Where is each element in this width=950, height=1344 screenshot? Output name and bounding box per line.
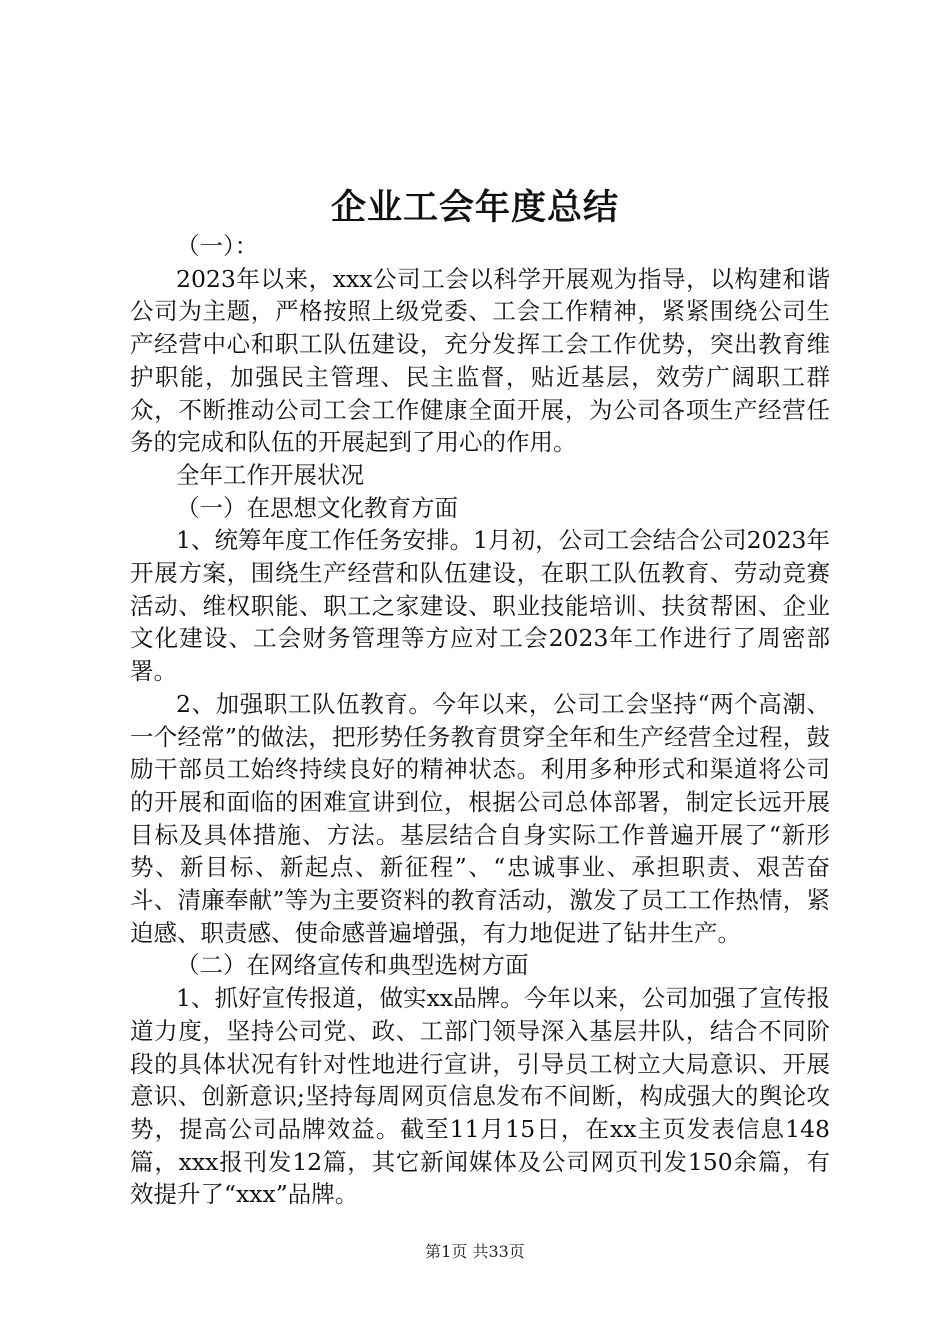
intro-paragraph: 2023年以来，xxx公司工会以科学开展观为指导，以构建和谐公司为主题，严格按照上级党委、工会工作精神，紧紧围绕公司生产经营中心和职工队伍建设，充分发挥工会工作优势，突出教育维护职能，加强民主管理、民主监督，贴近基层，效劳广阔职工群众，不断推动公司工会工作健康全面开展，为公司各项生产经营任务的完成和队伍的开展起到了用心的作用。 (130, 264, 830, 457)
page-footer: 第1页 共33页 (425, 1242, 525, 1261)
part2-item1-paragraph: 1、抓好宣传报道，做实xx品牌。今年以来，公司加强了宣传报道力度，坚持公司党、政、工部门领导深入基层井队，结合不同阶段的具体状况有针对性地进行宣讲，引导员工树立大局意识、开展意识、创新意识;坚持每周网页信息发布不间断，构成强大的舆论攻势，提高公司品牌效益。截至11月15日，在xx主页发表信息148篇，xxx报刊发12篇，其它新闻媒体及公司网页刊发150余篇，有效提升了“xxx”品牌。 (130, 984, 830, 1209)
intro-heading: （一）： (176, 232, 259, 260)
section-title: 全年工作开展状况 (176, 460, 364, 489)
document-body (130, 230, 830, 1211)
part1-item1-paragraph: 1、统筹年度工作任务安排。1月初，公司工会结合公司2023年开展方案，围绕生产经营和队伍建设，在职工队伍教育、劳动竞赛活动、维权职能、职工之家建设、职业技能培训、扶贫帮困、企业文化建设、工会财务管理等方应对工会2023年工作进行了周密部署。 (130, 526, 830, 686)
part2-title: （二）在网络宣传和典型选树方面 (176, 951, 529, 980)
part1-title: （一）在思想文化教育方面 (176, 493, 458, 522)
document-title: 企业工会年度总结 (330, 187, 619, 228)
part1-item2-paragraph: 2、加强职工队伍教育。今年以来，公司工会坚持“两个高潮、一个经常”的做法，把形势任务教育贯穿全年和生产经营全过程，鼓励干部员工始终持续良好的精神状态。利用多种形式和渠道将公司的开展和面临的困难宣讲到位，根据公司总体部署，制定长远开展目标及具体措施、方法。基层结合自身实际工作普遍开展了“新形势、新目标、新起点、新征程”、“忠诚事业、承担职责、艰苦奋斗、清廉奉献”等为主要资料的教育活动，激发了员工工作热情，紧迫感、职责感、使命感普遍增强，有力地促进了钻井生产。 (130, 689, 830, 947)
